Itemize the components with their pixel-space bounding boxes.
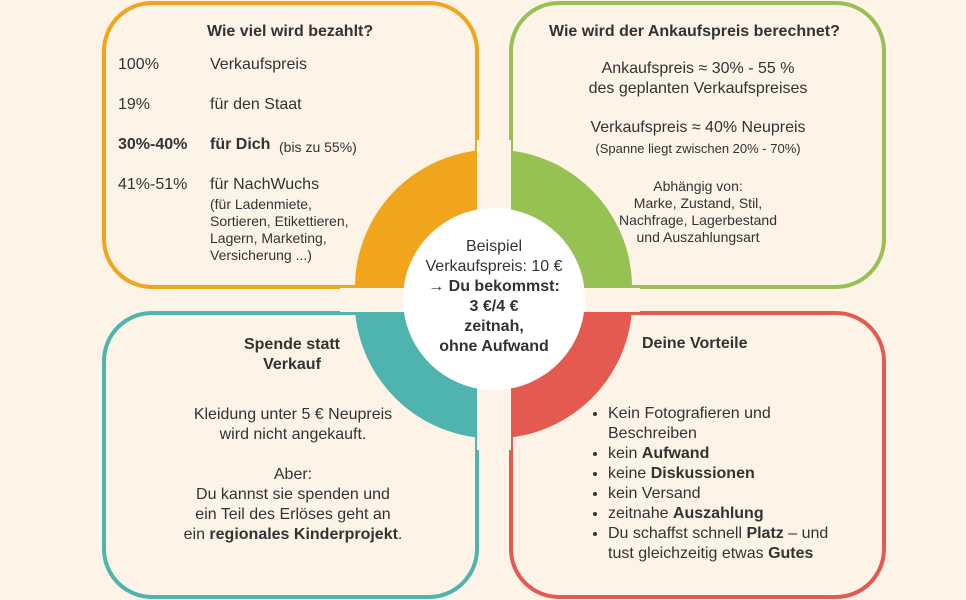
donate-p1-line: wird nicht angekauft. — [219, 426, 367, 443]
calc-line-1: Ankaufspreis ≈ 30% - 55 % — [601, 60, 795, 77]
benefits-list — [588, 404, 858, 564]
benefit-item: • Kein Fotografieren und Beschreiben — [608, 404, 858, 444]
donate-title — [212, 335, 372, 375]
calc-line-4: (Spanne liegt zwischen 20% - 70%) — [595, 141, 801, 156]
calc-title: Wie wird der Ankaufspreis berechnet? — [549, 23, 840, 40]
payment-sub-line: Sortieren, Etikettieren, — [210, 213, 349, 229]
payment-sub-line: Lagern, Marketing, — [210, 230, 327, 246]
benefits-list-wrapper — [588, 404, 858, 564]
payment-sub-4 — [210, 196, 349, 264]
calc-dep-line: Abhängig von: — [653, 178, 743, 194]
payment-sub-line: (für Ladenmiete, — [210, 196, 312, 212]
payment-label-3: für Dich — [210, 136, 271, 153]
donate-title-line-2: Verkauf — [263, 356, 321, 373]
center-line-4: 3 €/4 € — [469, 298, 519, 315]
payment-sub-line: Versicherung ...) — [210, 247, 312, 263]
payment-pct-1: 100% — [118, 56, 159, 73]
calc-line-2: des geplanten Verkaufspreises — [588, 80, 808, 97]
donate-p3-suffix: . — [397, 526, 403, 543]
donate-p2-line: ein Teil des Erlöses geht an — [195, 506, 391, 523]
benefits-title: Deine Vorteile — [642, 335, 748, 352]
benefit-item: • keine Diskussionen — [608, 464, 858, 484]
payment-pct-2: 19% — [118, 96, 151, 113]
donate-p3-bold: regionales Kinderprojekt — [209, 526, 398, 543]
center-line-3: → Du bekommst: — [428, 278, 560, 295]
calc-dep-line: Marke, Zustand, Stil, — [633, 195, 763, 211]
payment-label-1: Verkaufspreis — [210, 56, 307, 73]
payment-pct-3: 30%-40% — [118, 136, 188, 153]
benefit-item: • zeitnahe Auszahlung — [608, 504, 858, 524]
calc-dep-line: und Auszahlungsart — [636, 229, 760, 245]
donate-p2-line: Aber: — [273, 466, 313, 483]
benefit-item: • Du schaffst schnell Platz – und tust gleichzeitig etwas Gutes — [608, 524, 858, 564]
payment-note-3: (bis zu 55%) — [279, 139, 357, 155]
donate-title-line-1: Spende statt — [243, 336, 340, 353]
calc-line-3: Verkaufspreis ≈ 40% Neupreis — [590, 119, 806, 136]
center-text — [404, 237, 584, 357]
donate-p3-line — [148, 525, 438, 545]
center-line-2: Verkaufspreis: 10 € — [425, 258, 563, 275]
calc-dependencies — [540, 178, 856, 246]
payment-title: Wie viel wird bezahlt? — [207, 23, 374, 40]
center-line-5: zeitnah, — [464, 318, 524, 335]
payment-pct-4: 41%-51% — [118, 176, 188, 193]
payment-label-4: für NachWuchs — [210, 176, 320, 193]
calc-dep-line: Nachfrage, Lagerbestand — [619, 212, 777, 228]
donate-p3-prefix: ein — [183, 526, 210, 543]
donate-p1-line: Kleidung unter 5 € Neupreis — [193, 406, 393, 423]
calc-block-1 — [540, 59, 856, 99]
donate-p2-line: Du kannst sie spenden und — [196, 486, 390, 503]
benefit-item: • kein Versand — [608, 484, 858, 504]
center-line-6: ohne Aufwand — [439, 338, 549, 355]
payment-label-2: für den Staat — [210, 96, 302, 113]
benefit-item: • kein Aufwand — [608, 444, 858, 464]
center-line-1: Beispiel — [465, 238, 523, 255]
donate-text — [148, 405, 438, 545]
